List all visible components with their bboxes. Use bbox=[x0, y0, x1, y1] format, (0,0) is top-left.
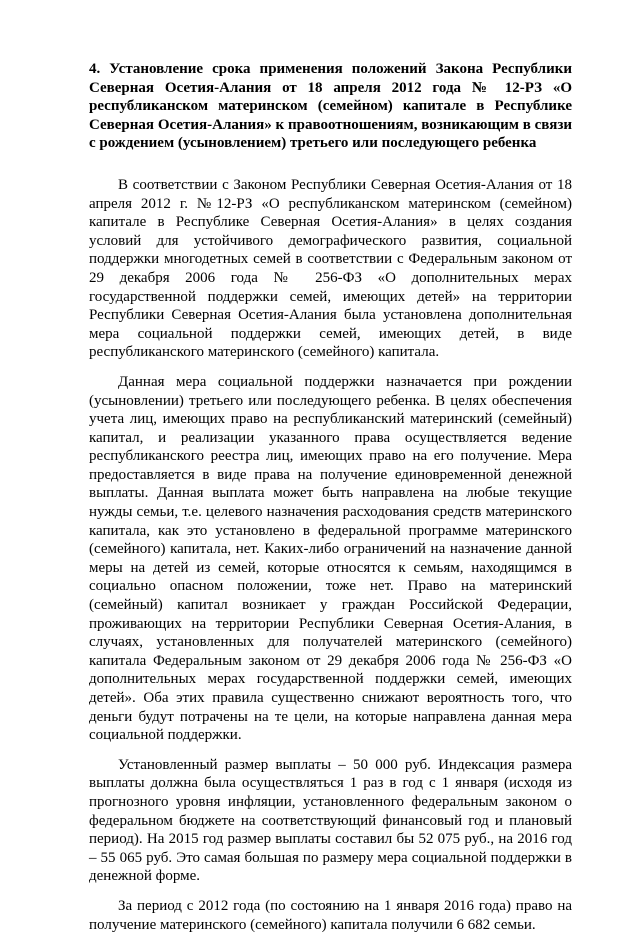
document-page bbox=[89, 60, 572, 945]
section-heading: 4. Установление срока применения положений Закона Республики Северная Осетия-Алания от 18 апреля 2012 года № 12-РЗ «О республиканском материнском (семейном) капитале в Республике Северная Осетия-Алания» к правоотношениям, возникающим в связи с рождением (усыновлением) третьего или последующего ребенка bbox=[89, 61, 572, 152]
paragraph-payment-amount: Установленный размер выплаты – 50 000 руб. Индексация размера выплаты должна была осуществляться 1 раз в год с 1 января (исходя из прогнозного уровня инфляции, установленного федеральным законом о федеральном бюджете на соответствующий финансовый год и плановый период). На 2015 год размер выплаты составил бы 52 075 руб., на 2016 год – 55 065 руб. Это самая большая по размеру мера социальной поддержки в денежной форме. bbox=[89, 756, 572, 885]
paragraph-conditions: Данная мера социальной поддержки назначается при рождении (усыновлении) третьего или последующего ребенка. В целях обеспечения учета лиц, имеющих право на республиканский материнский (семейный) капитал, и реализации указанного права осуществляется ведение республиканского реестра лиц, имеющих право на его получение. Мера предоставляется в виде права на получение единовременной денежной выплаты. Данная выплата может быть направлена на любые текущие нужды семьи, т.е. целевого назначения расходования средств материнского капитала, как это установлено в федеральной программе материнского (семейного) капитала, нет. Каких-либо ограничений на назначение данной меры на детей из семей, которые относятся к семьям, находящимся в социально опасном положении, тоже нет. Право на материнский (семейный) капитал возникает у граждан Российской Федерации, проживающих на территории Республики Северная Осетия-Алания, в случаях, установленных для получателей материнского (семейного) капитала Федеральным законом от 29 декабря 2006 года № 256-ФЗ «О дополнительных мерах государственной поддержки семей, имеющих детей». Оба этих правила существенно снижают вероятность того, что деньги будут потрачены на те цели, на которые направлена данная мера социальной поддержки. bbox=[89, 373, 572, 744]
paragraph-recipients: За период с 2012 года (по состоянию на 1 января 2016 года) право на получение материнского (семейного) капитала получили 6 682 семьи. bbox=[89, 897, 572, 933]
paragraph-legal-basis: В соответствии с Законом Республики Северная Осетия-Алания от 18 апреля 2012 г. №12-РЗ «О республиканском материнском (семейном) капитале в Республике Северная Осетия-Алания» в целях создания условий для устойчивого демографического развития, социальной поддержки многодетных семей в соответствии с Федеральным законом от 29 декабря 2006 года № 256-ФЗ «О дополнительных мерах государственной поддержки семей, имеющих детей» на территории Республики Северная Осетия-Алания была установлена дополнительная мера социальной поддержки семей, имеющих детей, в виде республиканского материнского (семейного) капитала. bbox=[89, 176, 572, 361]
